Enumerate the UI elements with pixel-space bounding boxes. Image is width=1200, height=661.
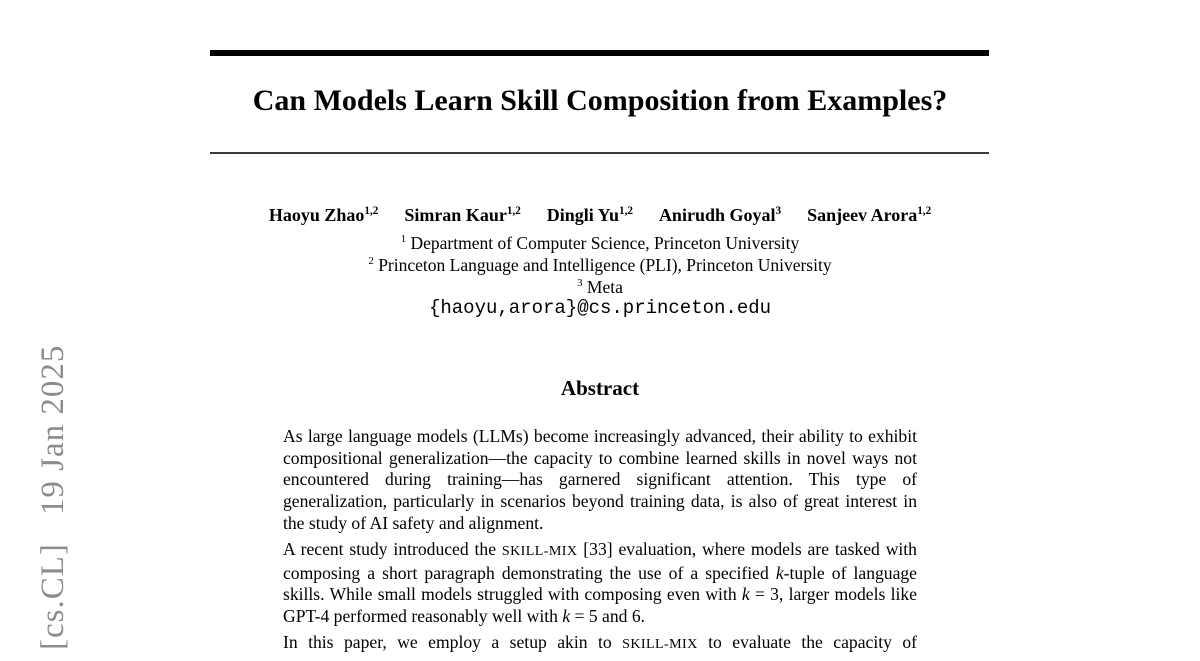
- affiliation-line: $^1$ Department of Computer Science, Princeton University: [400, 233, 800, 253]
- title-rule-top: [210, 50, 989, 56]
- affiliation-line: $^3$ Meta: [577, 277, 623, 297]
- author-entry: Anirudh Goyal$^3$: [658, 205, 782, 225]
- title-rule-bottom: [210, 152, 989, 154]
- abstract-body: [283, 426, 917, 661]
- abstract-heading: Abstract: [560, 376, 640, 400]
- arxiv-date-label: 19 Jan 2025: [35, 344, 71, 516]
- arxiv-category-label: [cs.CL]: [35, 543, 71, 650]
- affiliation-line: $^2$ Princeton Language and Intelligence (PLI), Princeton University: [368, 255, 832, 275]
- author-entry: Dingli Yu$^{1,2}$: [546, 205, 633, 225]
- author-entry: Simran Kaur$^{1,2}$: [404, 205, 521, 225]
- abstract-paragraph: In this paper, we employ a setup akin to SKILL-MIX to evaluate the capacity of: [283, 632, 917, 653]
- author-entry: Sanjeev Arora$^{1,2}$: [807, 205, 932, 225]
- email-address: {haoyu,arora}@cs.princeton.edu: [428, 297, 772, 319]
- abstract-paragraph: A recent study introduced the SKILL-MIX [33] evaluation, where models are tasked with composing a short paragraph demonstrating the use of a specified k-tuple of language skills. While small models struggled with composing even with k = 3, larger models like GPT-4 performed reasonably well with k = 5 and 6.: [283, 539, 917, 627]
- affiliation-list: [0, 232, 1200, 298]
- abstract-paragraph: As large language models (LLMs) become increasingly advanced, their ability to exhibit compositional generalization—the capacity to combine learned skills in novel ways not encountered during training—has garnered significant attention. This type of generalization, particularly in scenarios beyond training data, is also of great interest in the study of AI safety and alignment.: [283, 426, 917, 533]
- paper-title: Can Models Learn Skill Composition from Examples?: [252, 84, 948, 117]
- author-list: [0, 205, 1200, 226]
- author-entry: Haoyu Zhao$^{1,2}$: [268, 205, 379, 225]
